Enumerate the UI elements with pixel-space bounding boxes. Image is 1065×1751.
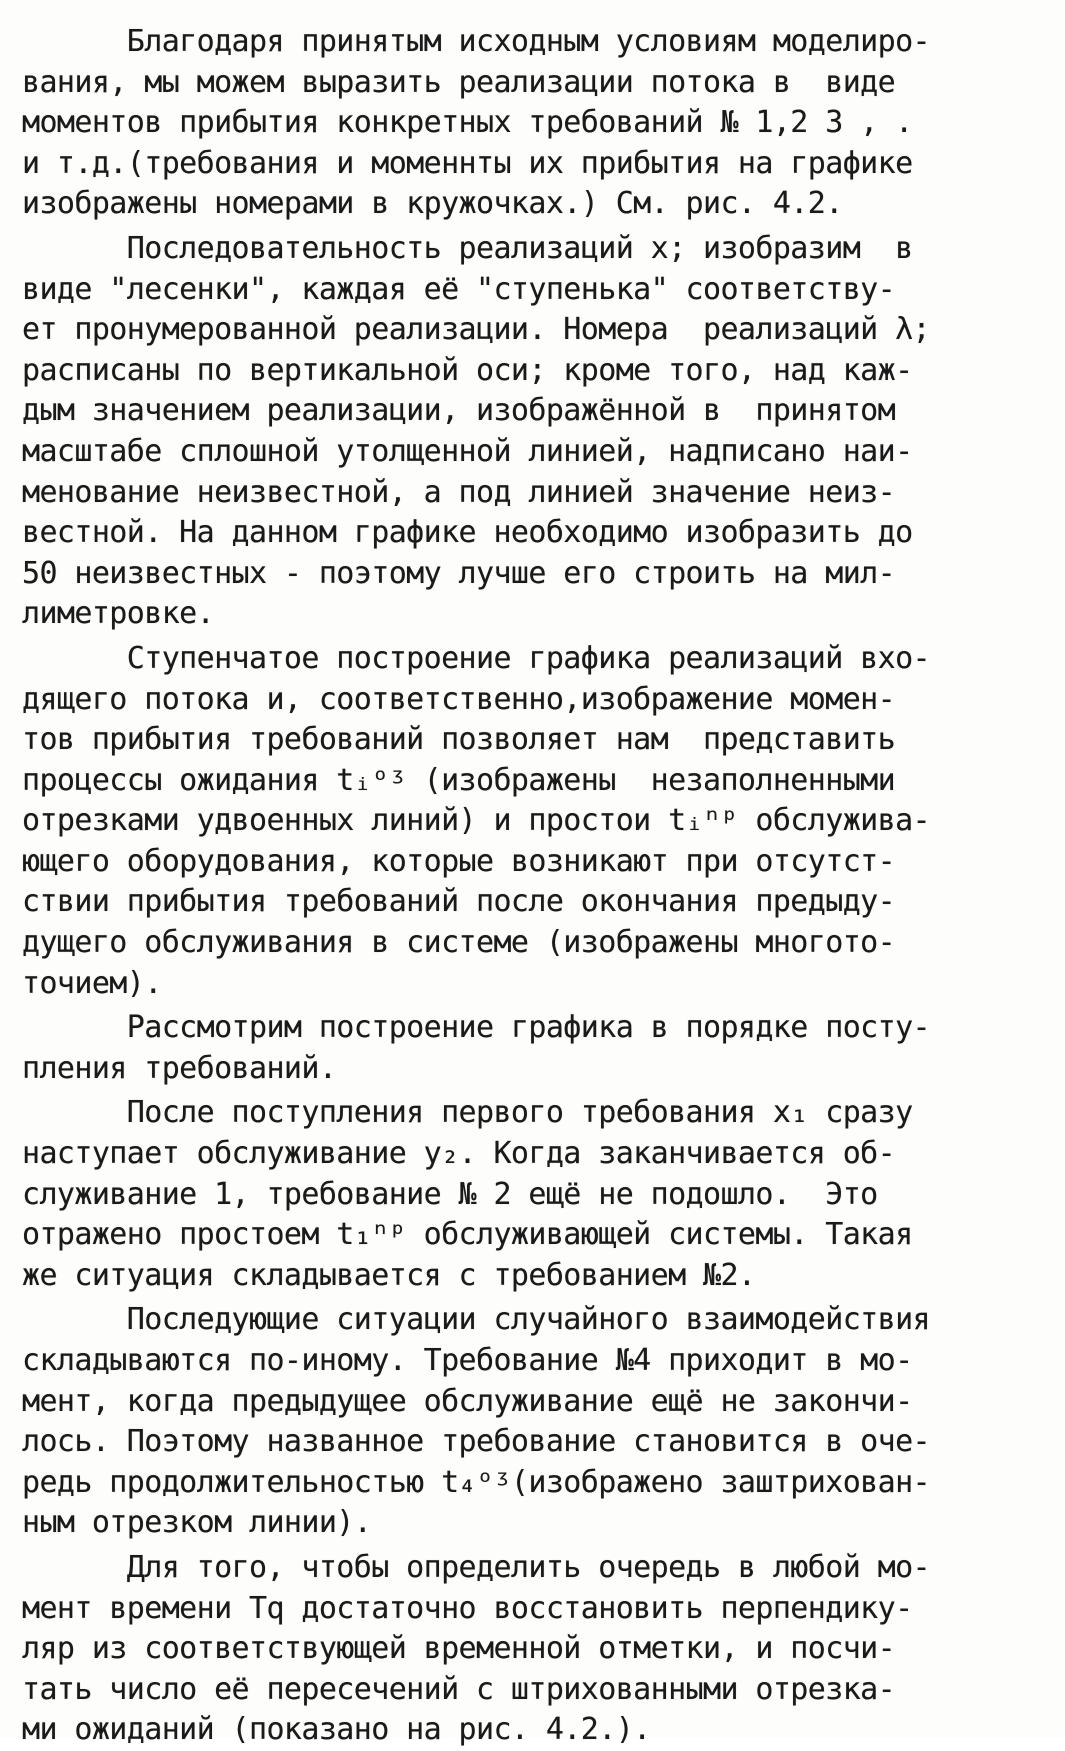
text-line: масштабе сплошной утолщенной линией, надписано наи- bbox=[22, 433, 913, 469]
text-line: Последовательность реализаций х; изобразим в bbox=[22, 230, 913, 266]
text-line: ствии прибытия требований после окончания предыду- bbox=[22, 884, 896, 920]
text-line: складываются по-иному. Требование №4 приходит в мо- bbox=[22, 1343, 913, 1378]
text-line: менование неизвестной, а под линией значение неиз- bbox=[22, 474, 896, 510]
text-line: 50 неизвестных - поэтому лучше его строить на мил- bbox=[22, 555, 896, 591]
text-line: Для того, чтобы определить очередь в любой мо- bbox=[22, 1549, 930, 1585]
paragraph-5 bbox=[22, 1093, 1037, 1296]
text-line: дящего потока и, соответственно,изображение момен- bbox=[22, 681, 896, 717]
paragraph-7 bbox=[22, 1548, 1037, 1751]
text-line: дым значением реализации, изображённой в принятом bbox=[22, 393, 896, 429]
text-line: виде "лесенки", каждая её "ступенька" соответству- bbox=[22, 271, 896, 307]
text-line: ми ожиданий (показано на рис. 4.2.). bbox=[22, 1712, 651, 1748]
paragraph-4 bbox=[22, 1008, 1037, 1089]
text-line: точием). bbox=[22, 965, 162, 1001]
text-line: дущего обслуживания в системе (изображены многото- bbox=[22, 925, 896, 961]
text-line: ным отрезком линии). bbox=[22, 1505, 372, 1541]
text-line: тать число её пересечений с штрихованными отрезка- bbox=[22, 1671, 896, 1707]
text-line: вестной. На данном графике необходимо изобразить до bbox=[22, 515, 913, 551]
text-line: ляр из соответствующей временной отметки, и посчи- bbox=[22, 1631, 896, 1667]
paragraph-2 bbox=[22, 229, 1037, 635]
text-line: лиметровке. bbox=[22, 596, 215, 632]
text-line: расписаны по вертикальной оси; кроме того, над каж- bbox=[22, 352, 913, 388]
text-line: моментов прибытия конкретных требований № 1,2 3 , . bbox=[22, 105, 913, 141]
text-line: изображены номерами в кружочках.) См. рис. 4.2. bbox=[22, 186, 843, 222]
text-line: же ситуация складывается с требованием №2. bbox=[22, 1257, 756, 1293]
text-line: мент, когда предыдущее обслуживание ещё не закончи- bbox=[22, 1383, 913, 1419]
text-line: вания, мы можем выразить реализации потока в виде bbox=[22, 64, 896, 100]
text-line: Последующие ситуации случайного взаимодействия bbox=[22, 1302, 930, 1338]
text-line: и т.д.(требования и моменнты их прибытия на графике bbox=[22, 145, 913, 181]
text-line: Благодаря принятым исходным условиям моделиро- bbox=[22, 24, 930, 59]
text-line: лось. Поэтому названное требование становится в оче- bbox=[22, 1424, 930, 1460]
text-line: мент времени Tq достаточно восстановить перпендику- bbox=[22, 1590, 913, 1626]
text-line: редь продолжительностью t₄ᵒᶾ(изображено заштрихован- bbox=[22, 1464, 930, 1500]
text-line: тов прибытия требований позволяет нам представить bbox=[22, 722, 896, 758]
paragraph-3 bbox=[22, 639, 1037, 1004]
text-line: отражено простоем t₁ⁿᵖ обслуживающей системы. Такая bbox=[22, 1217, 913, 1253]
text-line: процессы ожидания tᵢᵒᶾ (изображены незаполненными bbox=[22, 762, 896, 798]
text-line: ет пронумерованной реализации. Номера реализаций λ; bbox=[22, 312, 930, 348]
text-line: ющего оборудования, которые возникают при отсутст- bbox=[22, 843, 896, 879]
text-line: наступает обслуживание у₂. Когда заканчивается об- bbox=[22, 1136, 896, 1172]
text-line: служивание 1, требование № 2 ещё не подошло. Это bbox=[22, 1176, 878, 1212]
text-line: После поступления первого требования х₁ сразу bbox=[22, 1095, 913, 1131]
paragraph-1 bbox=[22, 22, 1037, 225]
text-line: Рассмотрим построение графика в порядке посту- bbox=[22, 1010, 930, 1046]
text-line: отрезками удвоенных линий) и простои tᵢⁿᵖ обслужива- bbox=[22, 803, 930, 839]
text-line: пления требований. bbox=[22, 1050, 337, 1086]
text-line: Ступенчатое построение графика реализаций вхо- bbox=[22, 640, 930, 676]
paragraph-6 bbox=[22, 1300, 1037, 1544]
